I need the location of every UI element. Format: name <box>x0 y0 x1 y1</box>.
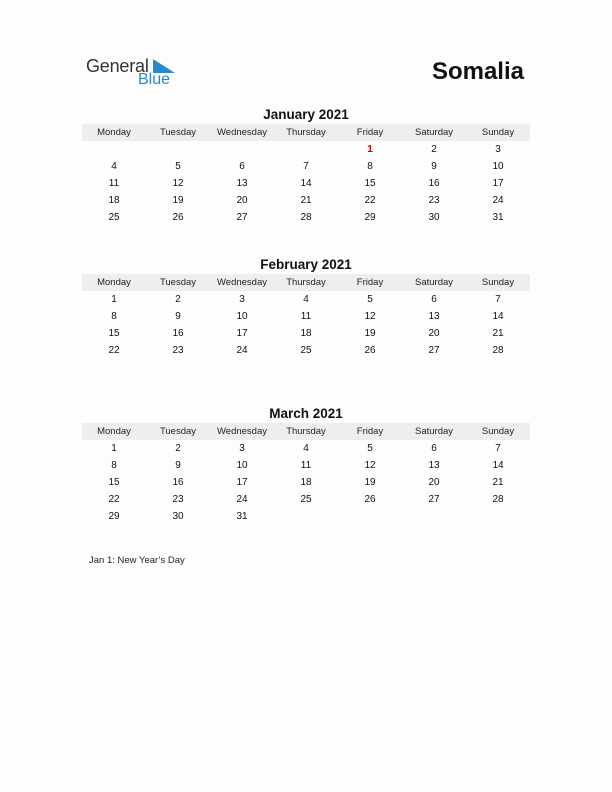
day-cell: 27 <box>428 494 440 505</box>
day-cell: 6 <box>431 443 437 454</box>
weekday-label: Tuesday <box>159 426 197 437</box>
empty-day-cell <box>402 508 466 525</box>
day-cell: 3 <box>239 294 245 305</box>
weekday-label: Wednesday <box>217 277 267 288</box>
day-cell: 8 <box>111 460 117 471</box>
day-cell: 13 <box>236 178 248 189</box>
day-cell: 11 <box>300 460 312 471</box>
day-cell: 13 <box>428 311 440 322</box>
day-cell: 14 <box>492 311 504 322</box>
week-row <box>82 491 530 508</box>
weekday-label: Saturday <box>414 426 454 437</box>
day-cell: 20 <box>428 477 440 488</box>
week-row <box>82 342 530 359</box>
weekday-label: Sunday <box>481 426 515 437</box>
month-title: February 2021 <box>260 257 352 272</box>
empty-day-cell <box>274 141 338 158</box>
weekday-header-row <box>82 124 530 141</box>
day-cell: 5 <box>367 294 373 305</box>
day-cell: 23 <box>172 345 184 356</box>
day-cell: 3 <box>495 144 501 155</box>
day-cell: 27 <box>236 212 248 223</box>
week-row <box>82 457 530 474</box>
day-cell: 27 <box>428 345 440 356</box>
day-cell: 6 <box>239 161 245 172</box>
day-cell: 2 <box>431 144 437 155</box>
day-cell: 19 <box>364 328 376 339</box>
day-cell: 18 <box>300 477 312 488</box>
empty-day-cell <box>82 141 146 158</box>
day-cell: 26 <box>364 345 376 356</box>
month-march <box>82 405 530 525</box>
week-row <box>82 209 530 226</box>
week-row <box>82 440 530 457</box>
weekday-label: Thursday <box>286 127 326 138</box>
logo-text-general: General <box>86 56 149 76</box>
weekday-label: Sunday <box>481 127 515 138</box>
day-cell: 21 <box>492 477 504 488</box>
day-cell: 1 <box>111 294 117 305</box>
day-cell: 23 <box>428 195 440 206</box>
day-cell: 17 <box>236 477 248 488</box>
weekday-label: Thursday <box>286 426 326 437</box>
day-cell: 15 <box>108 328 120 339</box>
weekday-label: Saturday <box>414 127 454 138</box>
weekday-label: Tuesday <box>159 127 197 138</box>
week-row <box>82 325 530 342</box>
day-cell: 15 <box>108 477 120 488</box>
day-cell: 13 <box>428 460 440 471</box>
week-row <box>82 175 530 192</box>
day-cell: 18 <box>108 195 120 206</box>
day-cell: 31 <box>492 212 504 223</box>
day-cell: 15 <box>364 178 376 189</box>
day-cell: 30 <box>428 212 440 223</box>
day-cell: 11 <box>108 178 120 189</box>
day-cell: 22 <box>364 195 376 206</box>
day-cell: 4 <box>111 161 117 172</box>
day-cell: 7 <box>495 443 501 454</box>
day-cell: 2 <box>175 294 181 305</box>
weekday-header-row <box>82 274 530 291</box>
week-row <box>82 291 530 308</box>
day-cell: 21 <box>300 195 312 206</box>
day-cell: 7 <box>495 294 501 305</box>
day-cell: 10 <box>236 311 248 322</box>
empty-day-cell <box>146 141 210 158</box>
weekday-label: Sunday <box>481 277 515 288</box>
empty-day-cell <box>274 508 338 525</box>
day-cell: 24 <box>236 494 248 505</box>
holiday-note: Jan 1: New Year’s Day <box>89 555 185 566</box>
day-cell: 22 <box>108 345 120 356</box>
week-row <box>82 158 530 175</box>
week-row <box>82 508 530 525</box>
weekday-label: Monday <box>97 277 131 288</box>
day-cell: 28 <box>300 212 312 223</box>
day-cell: 2 <box>175 443 181 454</box>
day-cell: 12 <box>172 178 184 189</box>
day-cell: 5 <box>175 161 181 172</box>
week-row <box>82 474 530 491</box>
day-cell: 26 <box>172 212 184 223</box>
day-cell: 5 <box>367 443 373 454</box>
week-row <box>82 308 530 325</box>
weekday-header-row <box>82 423 530 440</box>
logo-text-blue: Blue <box>138 71 171 88</box>
day-cell: 25 <box>300 494 312 505</box>
weekday-label: Friday <box>356 277 384 288</box>
day-cell: 14 <box>492 460 504 471</box>
day-cell: 20 <box>236 195 248 206</box>
day-cell: 31 <box>236 511 248 522</box>
day-cell: 17 <box>492 178 504 189</box>
day-cell: 7 <box>303 161 309 172</box>
empty-day-cell <box>338 508 402 525</box>
day-cell: 25 <box>300 345 312 356</box>
weekday-label: Saturday <box>414 277 454 288</box>
day-cell: 12 <box>364 311 376 322</box>
day-cell: 30 <box>172 511 184 522</box>
day-cell: 11 <box>300 311 312 322</box>
day-cell: 9 <box>431 161 437 172</box>
holiday-day-cell: 1 <box>367 144 373 155</box>
month-february <box>82 256 530 359</box>
day-cell: 16 <box>172 328 184 339</box>
day-cell: 21 <box>492 328 504 339</box>
weekday-label: Thursday <box>286 277 326 288</box>
month-january <box>82 106 530 226</box>
generalblue-logo <box>86 56 186 92</box>
month-title: March 2021 <box>269 406 343 421</box>
day-cell: 8 <box>367 161 373 172</box>
day-cell: 6 <box>431 294 437 305</box>
day-cell: 18 <box>300 328 312 339</box>
day-cell: 29 <box>108 511 120 522</box>
empty-day-cell <box>466 508 530 525</box>
day-cell: 28 <box>492 494 504 505</box>
holiday-notes <box>89 555 185 566</box>
day-cell: 26 <box>364 494 376 505</box>
day-cell: 14 <box>300 178 312 189</box>
day-cell: 23 <box>172 494 184 505</box>
empty-day-cell <box>210 141 274 158</box>
day-cell: 4 <box>303 294 309 305</box>
weekday-label: Monday <box>97 426 131 437</box>
day-cell: 24 <box>492 195 504 206</box>
day-cell: 9 <box>175 460 181 471</box>
day-cell: 9 <box>175 311 181 322</box>
day-cell: 16 <box>172 477 184 488</box>
day-cell: 24 <box>236 345 248 356</box>
day-cell: 10 <box>236 460 248 471</box>
weekday-label: Tuesday <box>159 277 197 288</box>
day-cell: 28 <box>492 345 504 356</box>
month-title: January 2021 <box>263 107 349 122</box>
day-cell: 19 <box>172 195 184 206</box>
day-cell: 29 <box>364 212 376 223</box>
weekday-label: Monday <box>97 127 131 138</box>
day-cell: 1 <box>111 443 117 454</box>
day-cell: 12 <box>364 460 376 471</box>
day-cell: 19 <box>364 477 376 488</box>
day-cell: 8 <box>111 311 117 322</box>
weekday-label: Friday <box>356 426 384 437</box>
day-cell: 3 <box>239 443 245 454</box>
day-cell: 17 <box>236 328 248 339</box>
weekday-label: Wednesday <box>217 127 267 138</box>
day-cell: 20 <box>428 328 440 339</box>
country-title: Somalia <box>431 58 524 85</box>
day-cell: 4 <box>303 443 309 454</box>
day-cell: 22 <box>108 494 120 505</box>
weekday-label: Friday <box>356 127 384 138</box>
week-row <box>82 192 530 209</box>
day-cell: 25 <box>108 212 120 223</box>
day-cell: 16 <box>428 178 440 189</box>
day-cell: 10 <box>492 161 504 172</box>
weekday-label: Wednesday <box>217 426 267 437</box>
week-row <box>82 141 530 158</box>
